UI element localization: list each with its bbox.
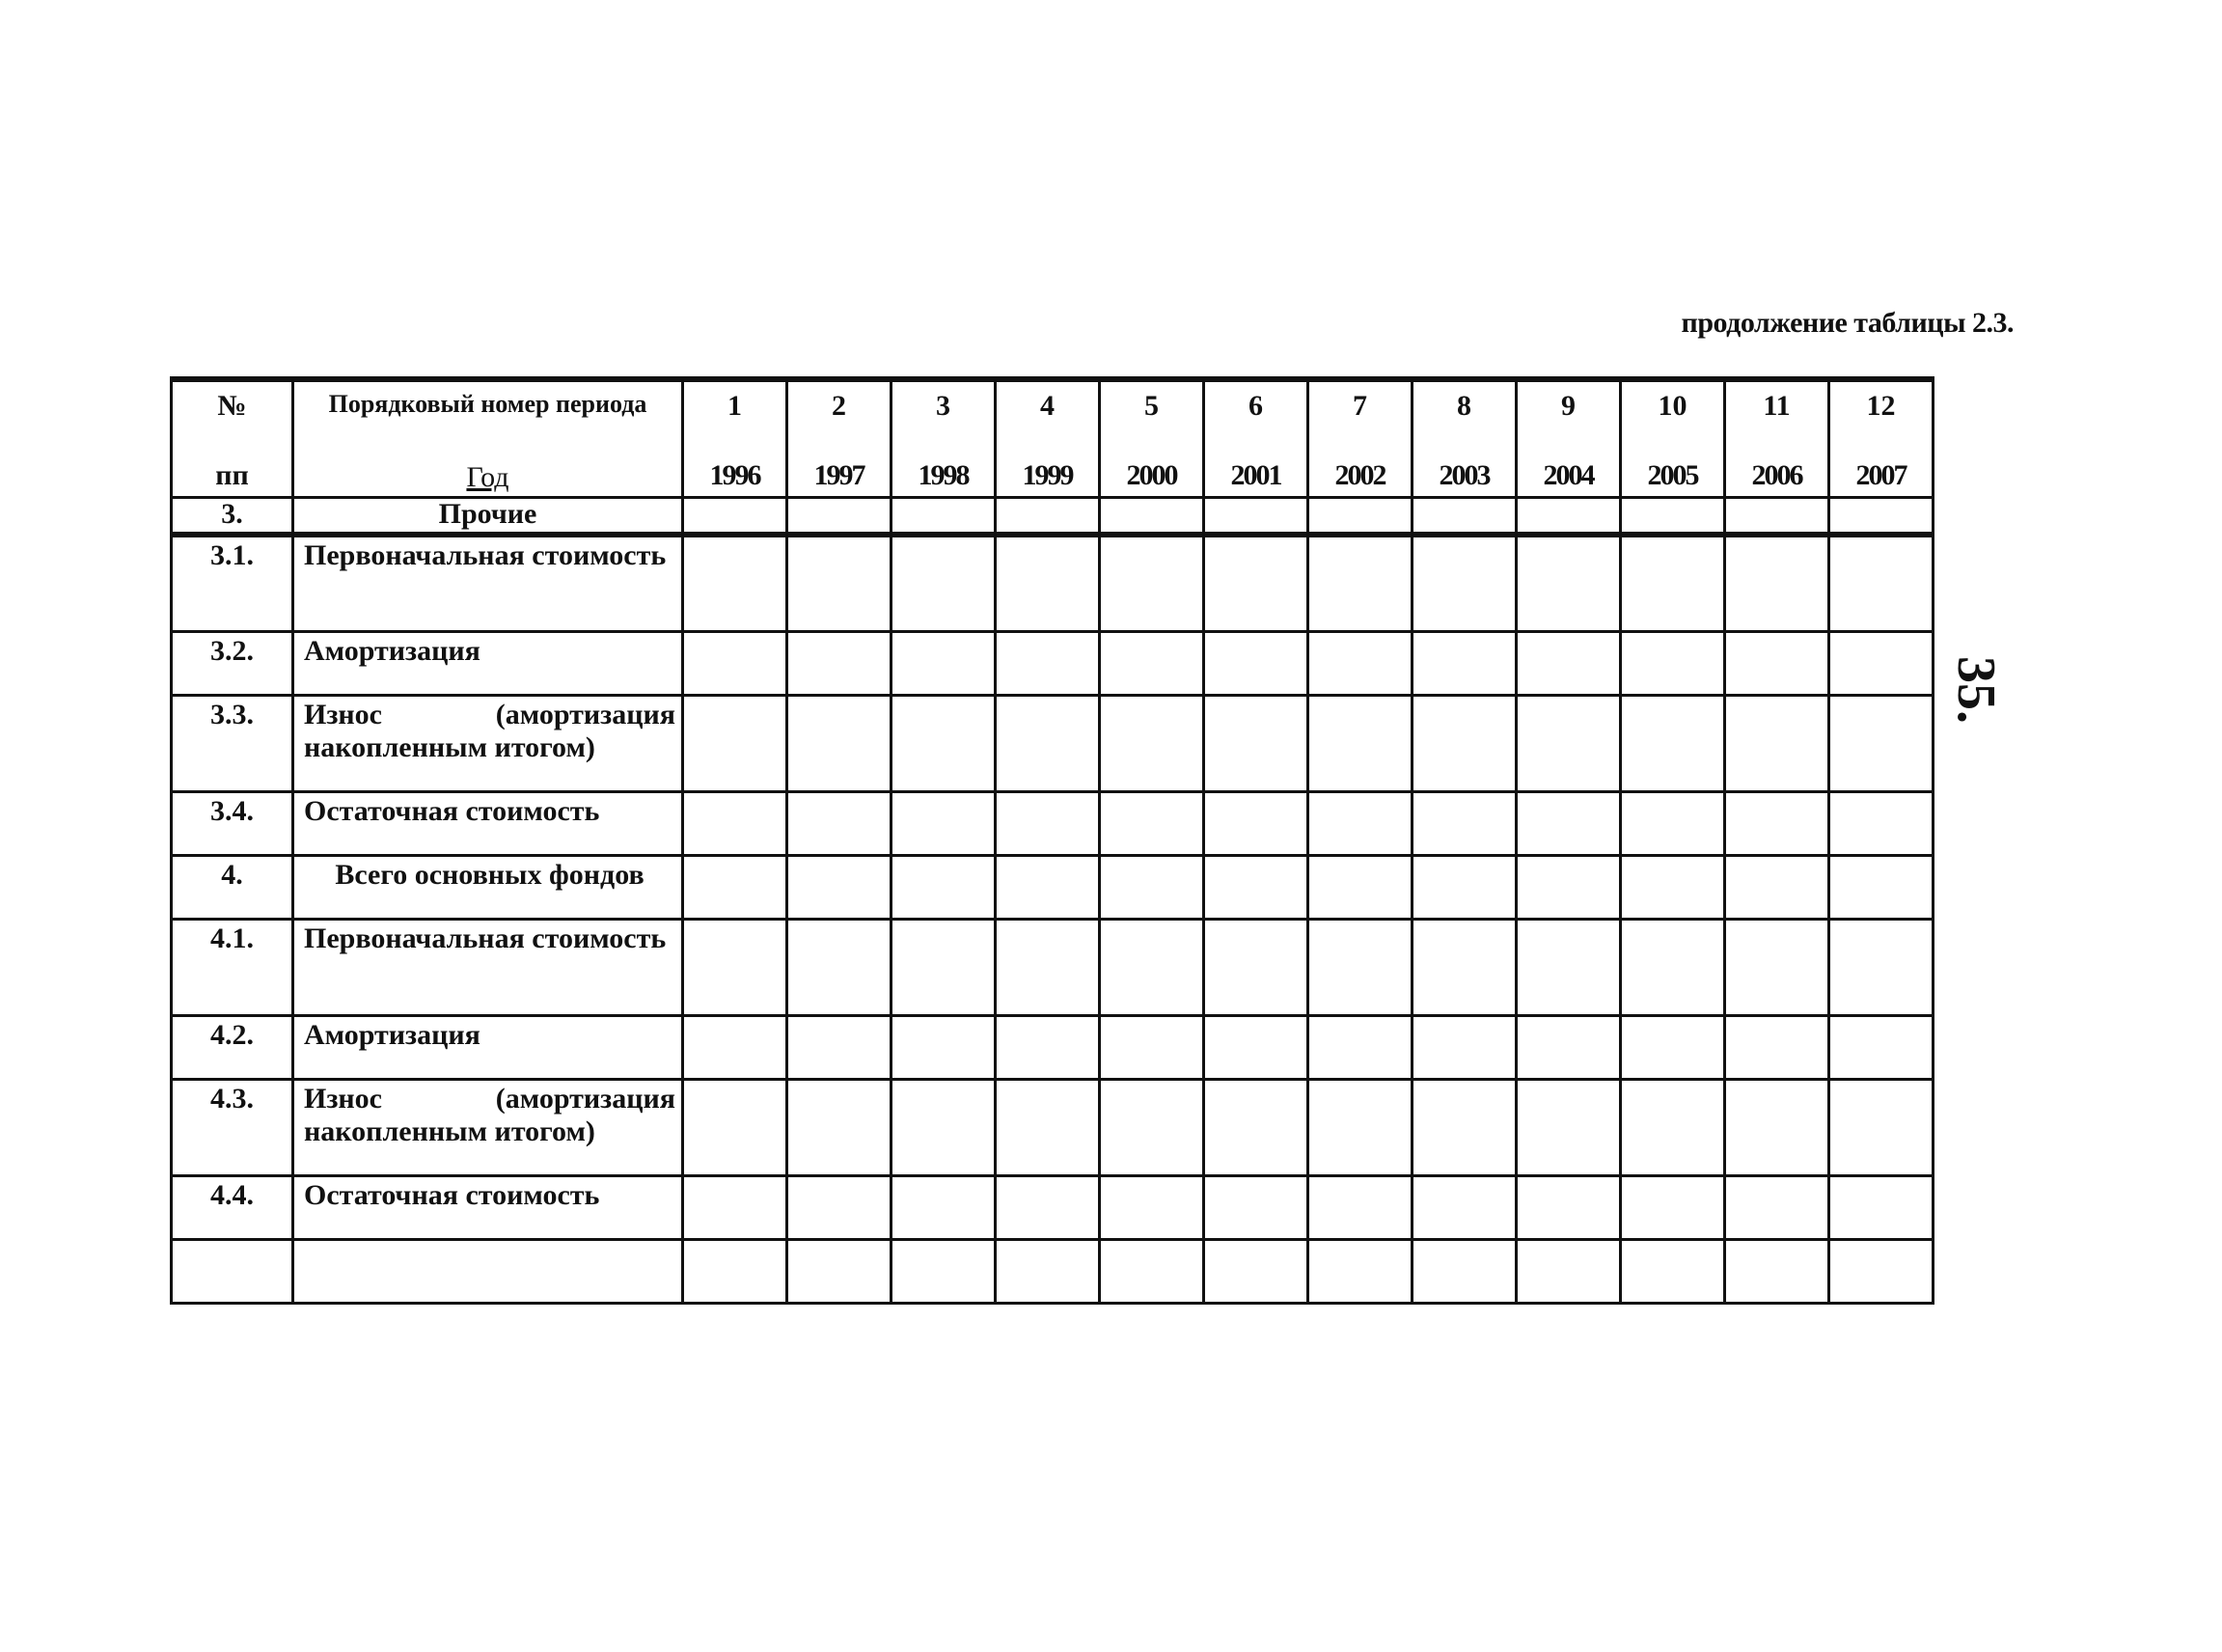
- row-label: Остаточная стоимость: [293, 791, 683, 855]
- empty-cell: [996, 631, 1100, 695]
- empty-cell: [1413, 855, 1517, 919]
- empty-cell: [1829, 695, 1934, 791]
- empty-cell: [683, 695, 787, 791]
- empty-cell: [1100, 1239, 1204, 1303]
- empty-cell: [683, 1175, 787, 1239]
- section-number: 3.: [172, 498, 293, 536]
- fixed-assets-table: [170, 376, 1934, 1305]
- empty-cell: [1829, 1239, 1934, 1303]
- table-row: [172, 535, 1934, 631]
- empty-cell: [1621, 695, 1725, 791]
- empty-cell: [1204, 1015, 1308, 1079]
- header-period-cell: [787, 379, 892, 498]
- row-number: 4.1.: [172, 919, 293, 1015]
- empty-cell: [1308, 1239, 1413, 1303]
- empty-cell: [683, 498, 787, 536]
- empty-cell: [1829, 919, 1934, 1015]
- empty-cell: [1204, 535, 1308, 631]
- empty-cell: [1621, 791, 1725, 855]
- empty-cell: [996, 1015, 1100, 1079]
- empty-cell: [1204, 695, 1308, 791]
- empty-cell: [1725, 1239, 1829, 1303]
- empty-cell: [1517, 855, 1621, 919]
- empty-cell: [892, 1079, 996, 1175]
- header-period-cell: [1204, 379, 1308, 498]
- empty-cell: [1413, 695, 1517, 791]
- empty-cell: [892, 1239, 996, 1303]
- row-label: Первоначальная стоимость: [293, 535, 683, 631]
- empty-cell: [1725, 498, 1829, 536]
- header-pp-label: пп: [215, 459, 249, 491]
- period-number: 10: [1658, 390, 1687, 422]
- row-number: 4.2.: [172, 1015, 293, 1079]
- empty-cell: [1204, 919, 1308, 1015]
- empty-cell: [1621, 1175, 1725, 1239]
- table-row: [172, 1079, 1934, 1175]
- empty-cell: [1725, 919, 1829, 1015]
- period-number: 7: [1353, 390, 1367, 422]
- empty-cell: [787, 1079, 892, 1175]
- empty-cell: [1100, 631, 1204, 695]
- period-year: 2005: [1647, 459, 1698, 491]
- empty-cell: [1621, 855, 1725, 919]
- empty-cell: [1517, 919, 1621, 1015]
- row-label: [293, 1239, 683, 1303]
- table-row: [172, 919, 1934, 1015]
- header-period-cell: [683, 379, 787, 498]
- period-year: 1999: [1022, 459, 1073, 491]
- empty-cell: [996, 498, 1100, 536]
- empty-cell: [996, 1175, 1100, 1239]
- empty-cell: [1204, 1239, 1308, 1303]
- table-row: [172, 855, 1934, 919]
- row-number: 3.1.: [172, 535, 293, 631]
- empty-cell: [1100, 855, 1204, 919]
- empty-cell: [1204, 855, 1308, 919]
- empty-cell: [1413, 535, 1517, 631]
- empty-cell: [892, 535, 996, 631]
- empty-cell: [1517, 498, 1621, 536]
- header-period-cell: [1308, 379, 1413, 498]
- empty-cell: [787, 1015, 892, 1079]
- period-number: 3: [936, 390, 950, 422]
- header-period-cell: [892, 379, 996, 498]
- table-caption: продолжение таблицы 2.3.: [1681, 307, 2014, 339]
- empty-cell: [1100, 695, 1204, 791]
- header-period-cell: [1517, 379, 1621, 498]
- empty-cell: [1308, 855, 1413, 919]
- empty-cell: [996, 695, 1100, 791]
- empty-cell: [1621, 631, 1725, 695]
- empty-cell: [892, 498, 996, 536]
- empty-cell: [683, 791, 787, 855]
- empty-cell: [892, 791, 996, 855]
- empty-cell: [787, 855, 892, 919]
- empty-cell: [1100, 1015, 1204, 1079]
- empty-cell: [1517, 695, 1621, 791]
- empty-cell: [787, 631, 892, 695]
- header-row: [172, 379, 1934, 498]
- period-number: 11: [1763, 390, 1791, 422]
- empty-cell: [787, 535, 892, 631]
- empty-cell: [1621, 1079, 1725, 1175]
- empty-cell: [1308, 791, 1413, 855]
- row-number: 3.4.: [172, 791, 293, 855]
- empty-cell: [683, 631, 787, 695]
- table-row: [172, 1015, 1934, 1079]
- page-number: 35.: [1946, 656, 2006, 724]
- header-period-cell: [1725, 379, 1829, 498]
- header-label-cell: [293, 379, 683, 498]
- empty-cell: [1204, 631, 1308, 695]
- empty-cell: [996, 855, 1100, 919]
- empty-cell: [996, 535, 1100, 631]
- empty-cell: [892, 695, 996, 791]
- row-number: [172, 1239, 293, 1303]
- empty-cell: [1413, 1079, 1517, 1175]
- empty-cell: [1621, 535, 1725, 631]
- empty-cell: [683, 855, 787, 919]
- header-period-cell: [1829, 379, 1934, 498]
- empty-cell: [1725, 855, 1829, 919]
- section-label: Прочие: [293, 498, 683, 536]
- period-number: 1: [727, 390, 742, 422]
- empty-cell: [1100, 498, 1204, 536]
- empty-cell: [1204, 1079, 1308, 1175]
- period-year: 2004: [1543, 459, 1594, 491]
- table-row: [172, 631, 1934, 695]
- empty-cell: [1829, 1015, 1934, 1079]
- header-no-cell: [172, 379, 293, 498]
- row-label: Первоначальная стоимость: [293, 919, 683, 1015]
- table-row: [172, 1175, 1934, 1239]
- empty-cell: [1517, 1015, 1621, 1079]
- period-year: 1998: [918, 459, 969, 491]
- empty-cell: [1100, 1079, 1204, 1175]
- row-number: 3.2.: [172, 631, 293, 695]
- empty-cell: [1621, 498, 1725, 536]
- period-year: 2007: [1855, 459, 1907, 491]
- empty-cell: [1725, 791, 1829, 855]
- table-row: [172, 695, 1934, 791]
- header-year-label: Год: [466, 461, 509, 493]
- empty-cell: [996, 1079, 1100, 1175]
- row-label: Амортизация: [293, 1015, 683, 1079]
- empty-cell: [1308, 535, 1413, 631]
- period-year: 2000: [1126, 459, 1177, 491]
- empty-cell: [1621, 1239, 1725, 1303]
- empty-cell: [787, 1175, 892, 1239]
- period-number: 12: [1866, 390, 1896, 422]
- empty-cell: [1308, 498, 1413, 536]
- period-year: 2006: [1751, 459, 1802, 491]
- empty-cell: [1413, 1239, 1517, 1303]
- header-period-label: Порядковый номер периода: [328, 390, 647, 418]
- empty-cell: [1725, 1175, 1829, 1239]
- row-number: 4.: [172, 855, 293, 919]
- period-year: 2002: [1334, 459, 1385, 491]
- empty-cell: [1413, 791, 1517, 855]
- empty-cell: [1413, 631, 1517, 695]
- header-period-cell: [996, 379, 1100, 498]
- table-row: [172, 791, 1934, 855]
- empty-cell: [1413, 919, 1517, 1015]
- empty-cell: [996, 919, 1100, 1015]
- empty-cell: [996, 1239, 1100, 1303]
- row-label: Амортизация: [293, 631, 683, 695]
- empty-cell: [1725, 535, 1829, 631]
- empty-cell: [1517, 535, 1621, 631]
- empty-cell: [1517, 1175, 1621, 1239]
- empty-cell: [1413, 498, 1517, 536]
- empty-cell: [1829, 791, 1934, 855]
- row-label: Износ (амортизация накопленным итогом): [293, 1079, 683, 1175]
- empty-cell: [1204, 1175, 1308, 1239]
- empty-cell: [787, 498, 892, 536]
- empty-cell: [787, 695, 892, 791]
- empty-cell: [683, 1239, 787, 1303]
- header-period-cell: [1100, 379, 1204, 498]
- period-number: 8: [1457, 390, 1471, 422]
- row-number: 4.4.: [172, 1175, 293, 1239]
- empty-cell: [1829, 498, 1934, 536]
- empty-cell: [1517, 1239, 1621, 1303]
- period-number: 4: [1040, 390, 1055, 422]
- empty-cell: [1517, 791, 1621, 855]
- row-number: 4.3.: [172, 1079, 293, 1175]
- empty-cell: [1517, 631, 1621, 695]
- empty-cell: [892, 1015, 996, 1079]
- period-year: 2001: [1230, 459, 1281, 491]
- empty-cell: [1621, 919, 1725, 1015]
- empty-cell: [1308, 919, 1413, 1015]
- empty-cell: [1725, 1015, 1829, 1079]
- period-year: 1996: [709, 459, 760, 491]
- empty-cell: [892, 1175, 996, 1239]
- section-row: [172, 498, 1934, 536]
- empty-cell: [1829, 535, 1934, 631]
- empty-cell: [1308, 631, 1413, 695]
- empty-cell: [1725, 695, 1829, 791]
- empty-cell: [1829, 631, 1934, 695]
- empty-cell: [1829, 1175, 1934, 1239]
- row-label: Остаточная стоимость: [293, 1175, 683, 1239]
- period-year: 2003: [1439, 459, 1490, 491]
- period-number: 5: [1144, 390, 1159, 422]
- header-no-label: №: [217, 390, 247, 422]
- empty-cell: [892, 855, 996, 919]
- empty-cell: [1517, 1079, 1621, 1175]
- row-number: 3.3.: [172, 695, 293, 791]
- empty-cell: [1413, 1175, 1517, 1239]
- empty-cell: [1829, 855, 1934, 919]
- empty-cell: [1100, 791, 1204, 855]
- row-label: Всего основных фондов: [293, 855, 683, 919]
- period-number: 2: [832, 390, 846, 422]
- empty-cell: [1100, 919, 1204, 1015]
- empty-cell: [1621, 1015, 1725, 1079]
- empty-cell: [1829, 1079, 1934, 1175]
- empty-cell: [787, 791, 892, 855]
- empty-cell: [1100, 1175, 1204, 1239]
- empty-cell: [892, 919, 996, 1015]
- period-number: 6: [1248, 390, 1263, 422]
- header-period-cell: [1621, 379, 1725, 498]
- row-label: Износ (амортизация накопленным итогом): [293, 695, 683, 791]
- empty-cell: [787, 919, 892, 1015]
- empty-cell: [1204, 791, 1308, 855]
- empty-cell: [1308, 1015, 1413, 1079]
- header-period-cell: [1413, 379, 1517, 498]
- empty-cell: [683, 1015, 787, 1079]
- empty-cell: [1308, 1175, 1413, 1239]
- empty-cell: [1204, 498, 1308, 536]
- period-number: 9: [1561, 390, 1576, 422]
- empty-cell: [787, 1239, 892, 1303]
- empty-cell: [1308, 1079, 1413, 1175]
- empty-cell: [683, 535, 787, 631]
- empty-cell: [1100, 535, 1204, 631]
- empty-cell: [1308, 695, 1413, 791]
- empty-cell: [1725, 631, 1829, 695]
- empty-cell: [683, 1079, 787, 1175]
- empty-cell: [996, 791, 1100, 855]
- empty-cell: [683, 919, 787, 1015]
- empty-cell: [1725, 1079, 1829, 1175]
- table-row: [172, 1239, 1934, 1303]
- period-year: 1997: [813, 459, 864, 491]
- empty-cell: [1413, 1015, 1517, 1079]
- empty-cell: [892, 631, 996, 695]
